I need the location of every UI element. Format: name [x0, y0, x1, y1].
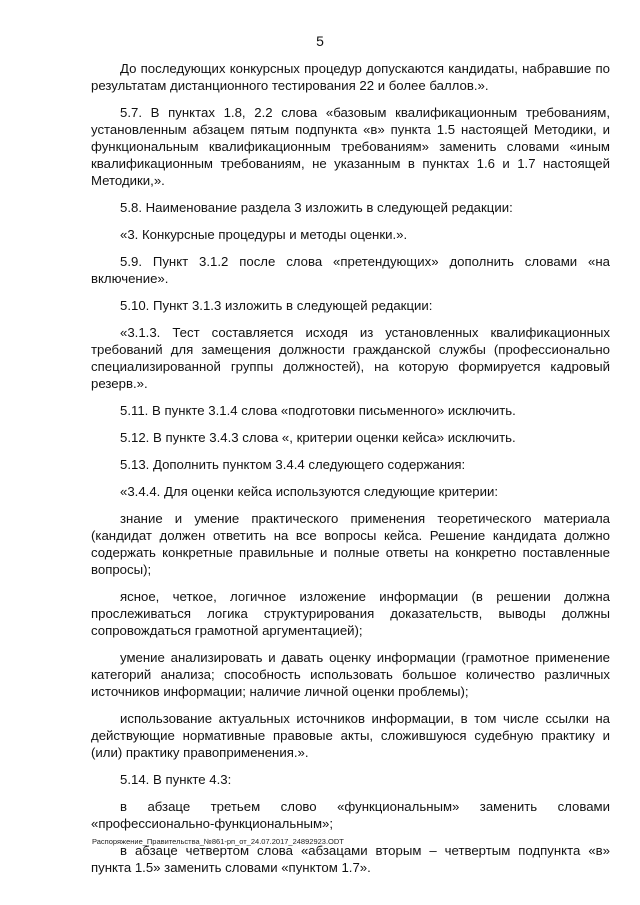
paragraph-2: 5.7. В пунктах 1.8, 2.2 слова «базовым квалификационным требованиям, установленным абзацем пятым подпункта «в» пункта 1.5 настоящей Методики, и функциональным квалификационным требованиям» заменить словами «иным квалификационным требованиям, не указанным в пунктах 1.6 и 1.7 настоящей Методики,». — [91, 105, 610, 188]
paragraph-5: 5.9. Пункт 3.1.2 после слова «претендующих» дополнить словами «на включение». — [91, 254, 610, 286]
document-footer: Распоряжение_Правительства_№861-рп_от_24.07.2017_24892923.ODT — [92, 837, 344, 846]
paragraph-17: в абзаце третьем слово «функциональным» заменить словами «профессионально-функциональным»; — [91, 799, 610, 831]
paragraph-4: «3. Конкурсные процедуры и методы оценки.». — [120, 227, 408, 242]
document-body — [91, 60, 610, 886]
paragraph-14: умение анализировать и давать оценку информации (грамотное применение категорий анализа; способность использовать большое количество различных источников информации; наличие личной оценки проблемы); — [91, 650, 610, 699]
paragraph-1: До последующих конкурсных процедур допускаются кандидаты, набравшие по результатам дистанционного тестирования 22 и более баллов.». — [91, 61, 610, 93]
paragraph-11: «3.4.4. Для оценки кейса используются следующие критерии: — [120, 484, 499, 499]
paragraph-3: 5.8. Наименование раздела 3 изложить в следующей редакции: — [120, 200, 513, 215]
paragraph-12: знание и умение практического применения теоретического материала (кандидат должен ответить на все вопросы кейса. Решение кандидата должно содержать конкретные правильные и полные ответы на конкретно поставленные вопросы); — [91, 511, 610, 577]
paragraph-16: 5.14. В пункте 4.3: — [120, 772, 232, 787]
paragraph-18: в абзаце четвертом слова «абзацами вторым – четвертым подпункта «в» пункта 1.5» заменить словами «пунктом 1.7». — [91, 843, 610, 875]
paragraph-13: ясное, четкое, логичное изложение информации (в решении должна прослеживаться логика структурирования доказательств, выводы должны сопровождаться грамотной аргументацией); — [91, 589, 610, 638]
paragraph-15: использование актуальных источников информации, в том числе ссылки на действующие нормативные правовые акты, сложившуюся судебную практику и (или) практику правоприменения.». — [91, 711, 610, 760]
page-number: 5 — [316, 33, 324, 49]
paragraph-7: «3.1.3. Тест составляется исходя из установленных квалификационных требований для замещения должности гражданской службы (профессионально специализированной группы должностей), на которую формируется кадровый резерв.». — [91, 325, 610, 391]
paragraph-10: 5.13. Дополнить пунктом 3.4.4 следующего содержания: — [120, 457, 466, 472]
paragraph-9: 5.12. В пункте 3.4.3 слова «, критерии оценки кейса» исключить. — [120, 430, 516, 445]
paragraph-6: 5.10. Пункт 3.1.3 изложить в следующей редакции: — [120, 298, 433, 313]
paragraph-8: 5.11. В пункте 3.1.4 слова «подготовки письменного» исключить. — [120, 403, 516, 418]
